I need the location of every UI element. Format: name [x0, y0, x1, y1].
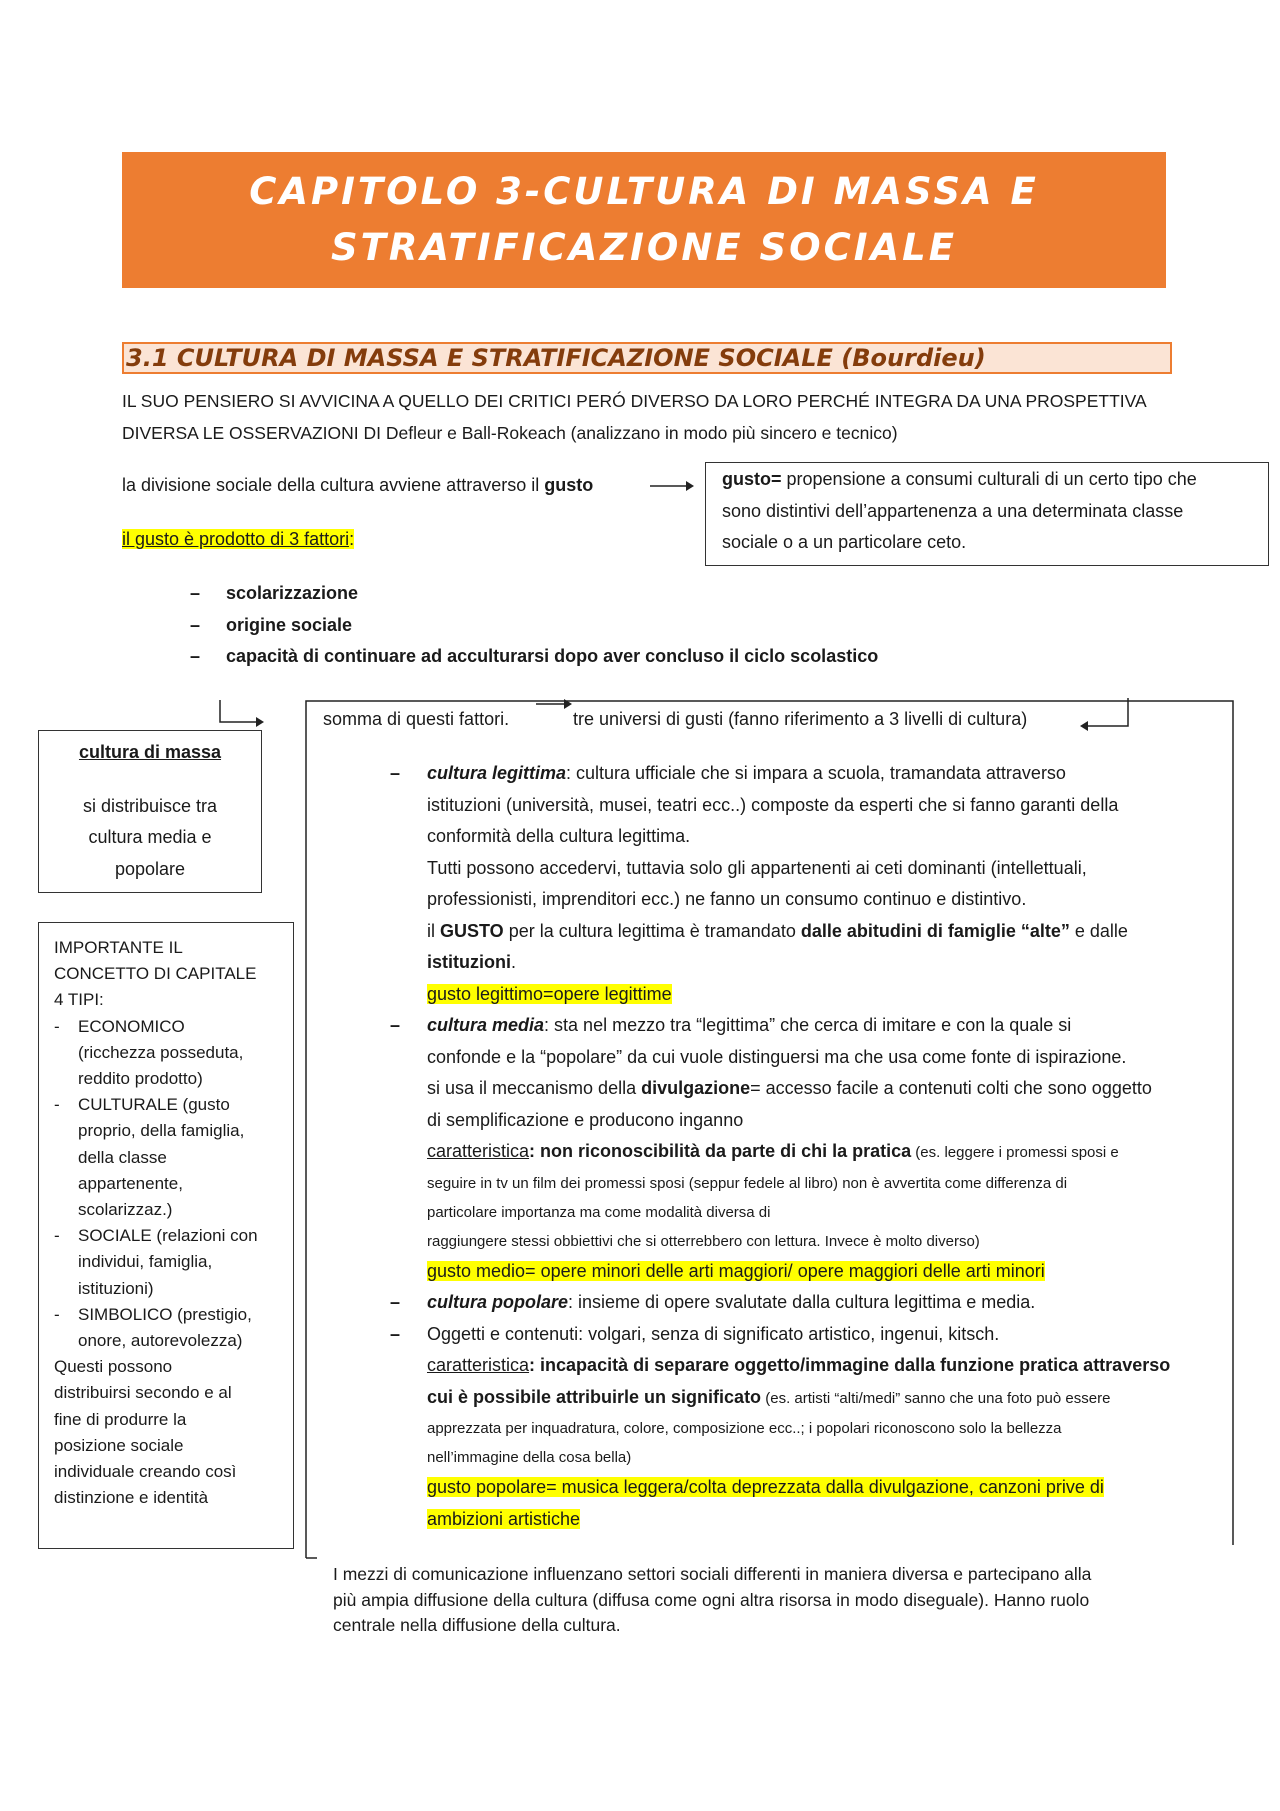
- list-item: [390, 1010, 1230, 1287]
- culture-underline: caratteristica: [427, 1141, 530, 1161]
- culture-bold: cui è possibile attribuirle un significato: [427, 1386, 762, 1407]
- intro-paragraph: [122, 386, 1147, 449]
- list-dash: –: [390, 1323, 401, 1344]
- culture-bold: GUSTO: [440, 920, 504, 941]
- capital-item-text: della classe: [78, 1147, 167, 1167]
- capital-line: 4 TIPI:: [54, 990, 104, 1010]
- highlight-text: gusto legittimo=opere legittime: [427, 983, 672, 1004]
- culture-text: : sta nel mezzo tra “legittima” che cerca di imitare e con la quale si: [544, 1015, 1072, 1035]
- culture-bold: divulgazione: [641, 1078, 751, 1098]
- capital-line: individuale creando così: [54, 1462, 237, 1482]
- bent-arrow-icon: [218, 698, 268, 730]
- gusto-def-line: sono distintivi dell’appartenenza a una determinata classe: [722, 500, 1184, 521]
- list-item: [190, 641, 878, 673]
- capital-line: IMPORTANTE IL: [54, 938, 183, 957]
- factor-text: capacità di continuare ad acculturarsi dopo aver concluso il ciclo scolastico: [226, 646, 879, 666]
- culture-text: : cultura ufficiale che si impara a scuola, tramandata attraverso: [566, 763, 1066, 783]
- capital-line: fine di produrre la: [54, 1409, 187, 1429]
- culture-name: cultura media: [427, 1015, 545, 1035]
- intro-line: DIVERSA LE OSSERVAZIONI DI Defleur e Ball-Rokeach (analizzano in modo più sincero e tecnico): [122, 422, 898, 443]
- intro-line: IL SUO PENSIERO SI AVVICINA A QUELLO DEI CRITICI PERÓ DIVERSO DA LORO PERCHÉ INTEGRA DA UNA PROSPETTIVA: [122, 391, 1147, 411]
- chapter-title-line1: CAPITOLO 3-CULTURA DI MASSA E: [249, 170, 1039, 213]
- capital-item-text: ECONOMICO: [78, 1016, 185, 1036]
- capital-line: Questi possono: [54, 1357, 173, 1377]
- highlight-text: ambizioni artistiche: [427, 1508, 581, 1529]
- main-header: [323, 704, 509, 736]
- gusto-def-text: propensione a consumi culturali di un certo tipo che: [781, 469, 1197, 489]
- factor-text: scolarizzazione: [226, 583, 359, 603]
- list-item: [190, 610, 878, 642]
- footer-line: centrale nella diffusione della cultura.: [333, 1615, 621, 1635]
- list-dash: –: [190, 614, 201, 635]
- highlight-text: gusto popolare= musica leggera/colta deprezzata dalla divulgazione, canzoni prive di: [427, 1477, 1104, 1497]
- list-dash: –: [190, 646, 201, 666]
- culture-small: raggiungere stessi obbiettivi che si otterrebbero con lettura. Invece è molto diverso): [427, 1232, 980, 1250]
- culture-bold: : incapacità di separare oggetto/immagine dalla funzione pratica attraverso: [529, 1355, 1171, 1375]
- list-dash: -: [54, 1304, 60, 1324]
- gusto-definition-box: [705, 462, 1269, 566]
- gusto-def-line: sociale o a un particolare ceto.: [722, 532, 967, 552]
- list-dash: –: [390, 1015, 401, 1035]
- division-gusto: gusto: [544, 475, 594, 495]
- culture-text: istituzioni (università, musei, teatri ecc..) composte da esperti che si fanno garanti della: [427, 794, 1119, 815]
- gusto-def-line: [722, 464, 1252, 496]
- factors-heading: [122, 524, 354, 556]
- culture-text: si usa il meccanismo della: [427, 1078, 642, 1098]
- footer-paragraph: [333, 1562, 1091, 1639]
- culture-text: Tutti possono accedervi, tuttavia solo gli appartenenti ai ceti dominanti (intellettuali,: [427, 857, 1087, 878]
- factors-list: [190, 578, 878, 673]
- arrow-right-icon: [650, 478, 694, 494]
- division-text: la divisione sociale della cultura avviene attraverso il: [122, 475, 545, 495]
- mass-culture-line: popolare: [114, 858, 186, 879]
- mass-culture-title: cultura di massa: [78, 742, 222, 762]
- culture-bold: istituzioni: [427, 952, 511, 972]
- culture-bold: dalle abitudini di famiglie “alte”: [800, 920, 1070, 941]
- capital-item-text: SIMBOLICO (prestigio,: [78, 1304, 252, 1324]
- list-item: [190, 578, 878, 610]
- list-item: [54, 1302, 283, 1354]
- list-item: [390, 1287, 1230, 1319]
- division-sentence: [122, 470, 593, 502]
- culture-small: nell’immagine della cosa bella): [427, 1449, 632, 1466]
- list-dash: -: [54, 1226, 60, 1246]
- main-header-right: tre universi di gusti (fanno riferimento a 3 livelli di cultura): [573, 709, 1028, 729]
- culture-text: confonde e la “popolare” da cui vuole distinguersi ma che usa come fonte di ispirazione.: [427, 1046, 1127, 1067]
- factor-text: origine sociale: [226, 614, 353, 635]
- culture-text: professionisti, imprenditori ecc.) ne fanno un consumo continuo e distintivo.: [427, 889, 1027, 909]
- main-header-left: somma di questi fattori.: [323, 709, 510, 729]
- capital-item-text: proprio, della famiglia,: [78, 1121, 245, 1141]
- list-dash: -: [54, 1095, 60, 1115]
- chapter-title-line2: STRATIFICAZIONE SOCIALE: [331, 226, 957, 269]
- factors-colon: :: [349, 529, 355, 549]
- culture-text: conformità della cultura legittima.: [427, 826, 691, 846]
- culture-text: : insieme di opere svalutate dalla cultura legittima e media.: [568, 1292, 1036, 1312]
- footer-line: più ampia diffusione della cultura (diffusa come ogni altra risorsa in modo diseguale). Hanno ruolo: [333, 1589, 1090, 1610]
- capital-box: [38, 922, 294, 1549]
- capital-item-text: (ricchezza posseduta,: [78, 1042, 244, 1062]
- capital-item-text: reddito prodotto): [78, 1069, 203, 1089]
- culture-text: di semplificazione e producono inganno: [427, 1109, 744, 1130]
- list-dash: –: [390, 1292, 401, 1312]
- capital-item-text: istituzioni): [78, 1278, 154, 1298]
- culture-small: particolare importanza ma come modalità diversa di: [427, 1203, 771, 1221]
- capital-item-text: onore, autorevolezza): [78, 1331, 243, 1351]
- highlight-text: gusto medio= opere minori delle arti maggiori/ opere maggiori delle arti minori: [427, 1260, 1045, 1281]
- capital-item-text: appartenente,: [78, 1173, 183, 1193]
- section-title: 3.1 CULTURA DI MASSA E STRATIFICAZIONE SOCIALE (Bourdieu): [122, 342, 1172, 374]
- culture-text: e dalle: [1069, 920, 1128, 941]
- gusto-def-term: gusto=: [722, 469, 782, 489]
- list-dash: -: [54, 1016, 60, 1036]
- list-item: [54, 1014, 283, 1093]
- cultures-list: [390, 758, 1230, 1535]
- culture-underline: caratteristica: [427, 1355, 530, 1375]
- factors-heading-text: il gusto è prodotto di 3 fattori: [122, 529, 350, 549]
- list-item: [390, 758, 1230, 1010]
- mass-culture-box: [38, 730, 262, 893]
- culture-text: .: [511, 952, 517, 972]
- capital-line: distribuirsi secondo e al: [54, 1383, 232, 1403]
- footer-line: I mezzi di comunicazione influenzano settori sociali differenti in maniera diversa e partecipano alla: [333, 1564, 1092, 1584]
- culture-small: seguire in tv un film dei promessi sposi (seppur fedele al libro) non è avvertita come differenza di: [427, 1174, 1068, 1192]
- culture-text: per la cultura legittima è tramandato: [503, 920, 801, 941]
- culture-text: = accesso facile a contenuti colti che sono oggetto: [750, 1078, 1152, 1098]
- capital-item-text: scolarizzaz.): [78, 1200, 173, 1220]
- mass-culture-line: cultura media e: [88, 827, 212, 847]
- capital-line: posizione sociale: [54, 1435, 184, 1455]
- list-item: [54, 1223, 283, 1302]
- capital-item-text: CULTURALE (gusto: [78, 1095, 230, 1115]
- culture-text: Oggetti e contenuti: volgari, senza di significato artistico, ingenui, kitsch.: [427, 1323, 1000, 1344]
- capital-line: CONCETTO DI CAPITALE: [54, 964, 257, 984]
- culture-small: (es. artisti “alti/medi” sanno che una foto può essere: [761, 1389, 1111, 1407]
- capital-item-text: individui, famiglia,: [78, 1252, 213, 1272]
- culture-bold: : non riconoscibilità da parte di chi la pratica: [529, 1141, 912, 1161]
- chapter-title-banner: [122, 152, 1166, 288]
- culture-name: cultura legittima: [427, 763, 567, 783]
- list-dash: –: [390, 763, 401, 783]
- culture-text: il: [427, 920, 440, 941]
- list-dash: –: [190, 583, 201, 603]
- culture-small: (es. leggere i promessi sposi e: [911, 1144, 1119, 1161]
- capital-item-text: SOCIALE (relazioni con: [78, 1226, 258, 1246]
- mass-culture-line: si distribuisce tra: [82, 795, 218, 816]
- capital-line: distinzione e identità: [54, 1488, 209, 1508]
- list-item: [54, 1092, 283, 1223]
- culture-name: cultura popolare: [427, 1292, 569, 1312]
- culture-small: apprezzata per inquadratura, colore, composizione ecc..; i popolari riconoscono solo la bellezza: [427, 1420, 1062, 1437]
- list-item: [390, 1319, 1230, 1536]
